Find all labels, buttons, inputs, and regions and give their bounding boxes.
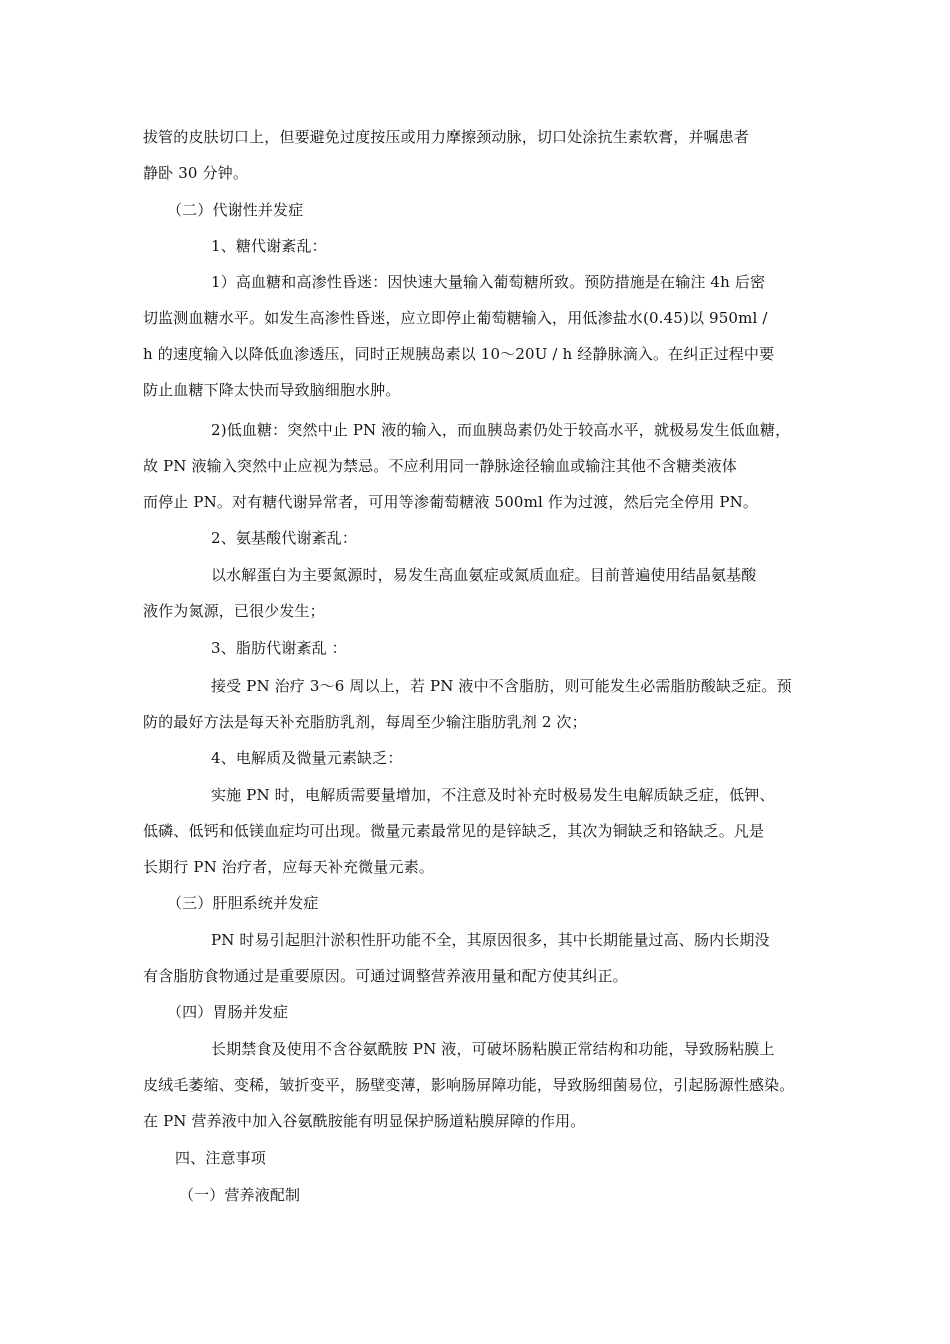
text-line: 拔管的皮肤切口上，但要避免过度按压或用力摩擦颈动脉，切口处涂抗生素软膏，并嘱患者 [143, 128, 750, 146]
text-line: 皮绒毛萎缩、变稀，皱折变平，肠壁变薄，影响肠屏障功能，导致肠细菌易位，引起肠源性感染。 [143, 1076, 795, 1094]
text-line: 切监测血糖水平。如发生高渗性昏迷，应立即停止葡萄糖输入，用低渗盐水(0.45)以 950ml / [143, 309, 768, 327]
text-line: 接受 PN 治疗 3～6 周以上，若 PN 液中不含脂肪，则可能发生必需脂肪酸缺乏症。预 [211, 677, 792, 695]
text-line: 静卧 30 分钟。 [143, 164, 248, 182]
text-line: 长期行 PN 治疗者，应每天补充微量元素。 [143, 858, 434, 876]
text-line: 长期禁食及使用不含谷氨酰胺 PN 液，可破坏肠粘膜正常结构和功能，导致肠粘膜上 [211, 1040, 775, 1058]
text-line: 有含脂肪食物通过是重要原因。可通过调整营养液用量和配方使其纠正。 [143, 967, 628, 985]
text-line: 低磷、低钙和低镁血症均可出现。微量元素最常见的是锌缺乏，其次为铜缺乏和铬缺乏。凡是 [143, 822, 765, 840]
subsection-heading: 1、糖代谢紊乱： [211, 237, 327, 255]
text-line: 1）高血糖和高渗性昏迷：因快速大量输入葡萄糖所致。预防措施是在输注 4h 后密 [211, 273, 766, 291]
text-line: 而停止 PN。对有糖代谢异常者，可用等渗葡萄糖液 500ml 作为过渡，然后完全停用 PN。 [143, 493, 759, 511]
subsection-heading: 3、脂肪代谢紊乱 ： [211, 639, 347, 657]
subsection-heading: 4、电解质及微量元素缺乏： [211, 749, 403, 767]
text-line: 液作为氮源，已很少发生； [143, 602, 325, 620]
text-line: 2)低血糖：突然中止 PN 液的输入，而血胰岛素仍处于较高水平，就极易发生低血糖， [211, 421, 791, 439]
section-heading: （三）肝胆系统并发症 [167, 894, 319, 912]
text-line: PN 时易引起胆汁淤积性肝功能不全，其原因很多，其中长期能量过高、肠内长期没 [211, 931, 770, 949]
text-line: 实施 PN 时，电解质需要量增加，不注意及时补充时极易发生电解质缺乏症，低钾、 [211, 786, 775, 804]
section-heading: （一）营养液配制 [179, 1186, 301, 1204]
text-line: 防止血糖下降太快而导致脑细胞水肿。 [143, 381, 401, 399]
chapter-heading: 四、注意事项 [175, 1149, 266, 1167]
text-line: 在 PN 营养液中加入谷氨酰胺能有明显保护肠道粘膜屏障的作用。 [143, 1112, 586, 1130]
text-line: 防的最好方法是每天补充脂肪乳剂，每周至少输注脂肪乳剂 2 次； [143, 713, 587, 731]
text-line: 故 PN 液输入突然中止应视为禁忌。不应利用同一静脉途径输血或输注其他不含糖类液体 [143, 457, 737, 475]
section-heading: （二）代谢性并发症 [167, 201, 304, 219]
section-heading: （四）胃肠并发症 [167, 1003, 289, 1021]
text-line: h 的速度输入以降低血渗透压，同时正规胰岛素以 10～20U / h 经静脉滴入。在纠正过程中要 [143, 345, 775, 363]
subsection-heading: 2、氨基酸代谢紊乱： [211, 529, 358, 547]
text-line: 以水解蛋白为主要氮源时，易发生高血氨症或氮质血症。目前普遍使用结晶氨基酸 [211, 566, 757, 584]
